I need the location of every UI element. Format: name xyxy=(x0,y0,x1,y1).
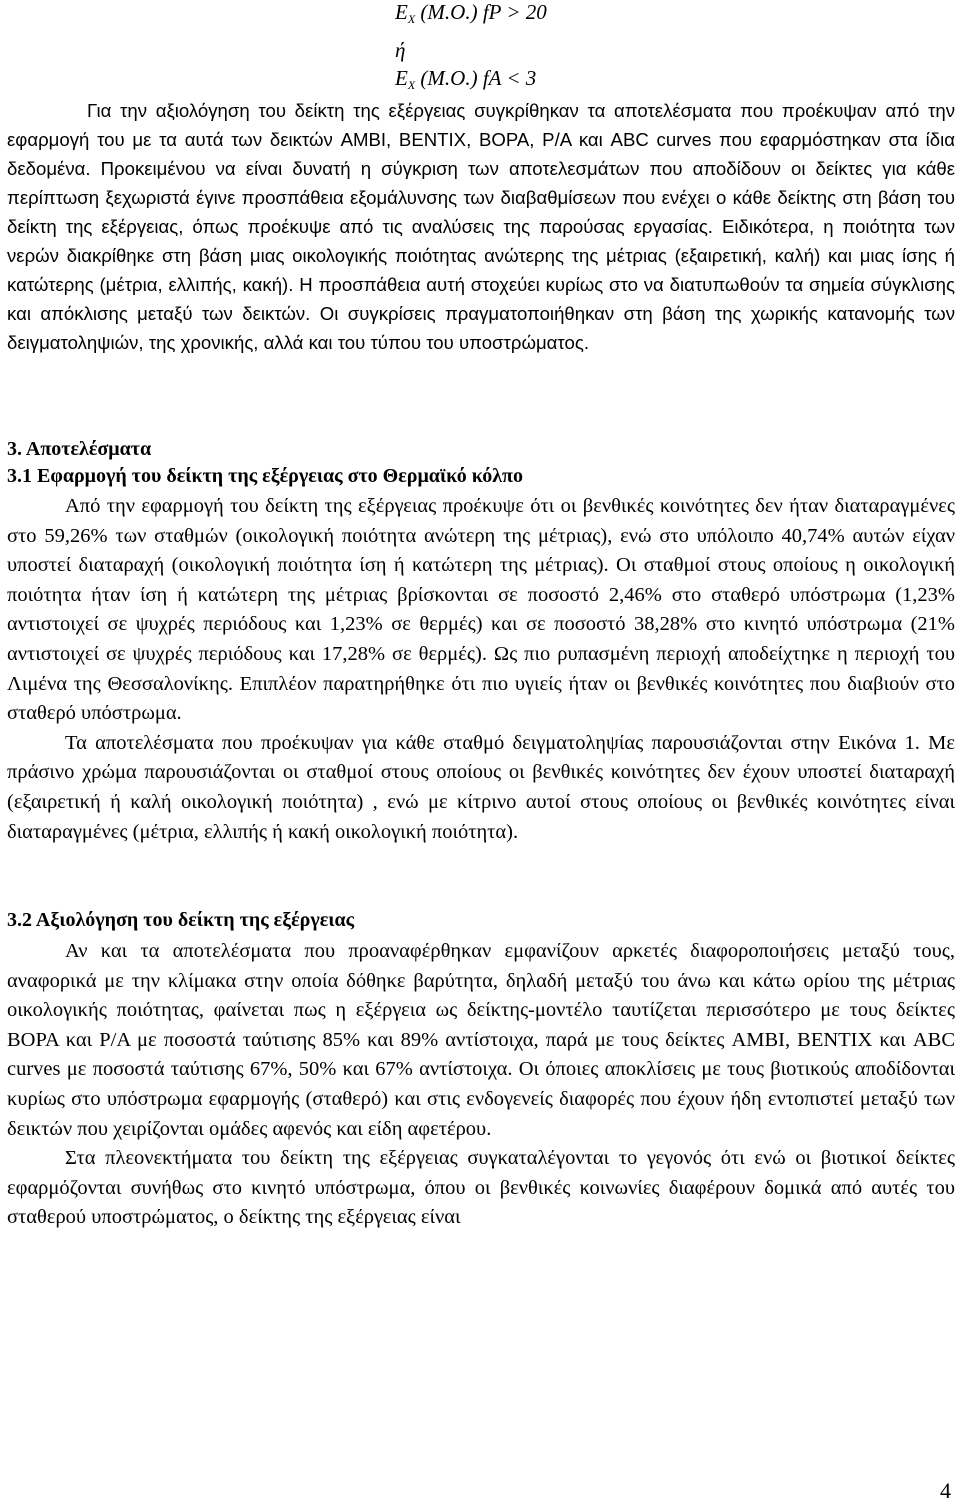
intro-paragraph xyxy=(7,96,955,357)
formula-line-fp xyxy=(395,0,547,31)
paragraph: Στα πλεονεκτήματα του δείκτη της εξέργειας συγκαταλέγονται το γεγονός ότι ενώ οι βιοτικοί δείκτες εφαρμόζονται συνήθως στο κινητό υπόστρωμα, όπου οι βενθικές κοινωνίες διαφέρουν δομικά από αυτές του σταθερού υποστρώματος, ο δείκτης της εξέργειας είναι xyxy=(7,1147,955,1229)
formula-symbol: E xyxy=(395,0,408,24)
formula-or: ή xyxy=(395,38,406,62)
formula-symbol: E xyxy=(395,66,408,90)
section-title-results: 3. Αποτελέσματα xyxy=(7,438,152,460)
subsection-title-3-1: 3.1 Εφαρμογή του δείκτη της εξέργειας στο Θερμαϊκό κόλπο xyxy=(7,465,524,487)
formula-subscript: X xyxy=(407,78,416,92)
paragraph: Αν και τα αποτελέσματα που προαναφέρθηκαν εμφανίζουν αρκετές διαφοροποιήσεις μεταξύ τους, αναφορικά με την κλίμακα στην οποία δόθηκε βαρύτητα, δηλαδή μεταξύ του άνω και κάτω ορίου της μέτριας οικολογικής ποιότητας, φαίνεται πως η εξέργεια ως δείκτης-μοντέλο ταυτίζεται περισσότερο με τους δείκτες ΒΟΡΑ και Ρ/Α με ποσοστά ταύτισης 85% και 89% αντίστοιχα, παρά με τους δείκτες AMBI, BENTIX και ABC curves με ποσοστά ταύτισης 67%, 50% και 67% αντίστοιχα. Οι όποιες αποκλίσεις με τους βιοτικούς αποδίδονται κυρίως στο υπόστρωμα εφαρμογής (σταθερό) και στις ενδογενείς διαφορές που έχουν ήδη εντοπιστεί μεταξύ των δεικτών που χειρίζονται ομάδες αφενός και είδη αφετέρου. xyxy=(7,940,955,1140)
paragraph: Τα αποτελέσματα που προέκυψαν για κάθε σταθμό δειγματοληψίας παρουσιάζονται στην Εικόνα 1. Με πράσινο χρώμα παρουσιάζονται οι σταθμοί στους οποίους οι βενθικές κοινότητες δεν έχουν υποστεί διαταραχή (εξαιρετική ή καλή οικολογική ποιότητα) , ενώ με κίτρινο αυτοί στους οποίους οι βενθικές κοινότητες είναι διαταραγμένες (μέτρια, ελλιπής ή κακή οικολογική ποιότητα). xyxy=(7,731,955,843)
intro-text: Για την αξιολόγηση του δείκτη της εξέργειας συγκρίθηκαν τα αποτελέσματα που προέκυψαν από την εφαρμογή του με τα αυτά των δεικτών AMBI, BENTIX, ΒΟΡΑ, Ρ/Α και ABC curves που εφαρμόστηκαν στα ίδια δεδομένα. Προκειμένου να είναι δυνατή η σύγκριση των αποτελεσμάτων που αποδίδουν οι δείκτες για κάθε περίπτωση ξεχωριστά έγινε προσπάθεια εξομάλυνσης των διαβαθμίσεων που ενέχει ο κάθε δείκτης στη βάση του δείκτη της εξέργειας, όπως προέκυψε από τις αναλύσεις της παρούσας εργασίας. Ειδικότερα, η ποιότητα των νερών διακρίθηκε στη βάση μιας οικολογικής ποιότητας ανώτερης της μέτριας (εξαιρετική, καλή) και μιας ίσης ή κατώτερης (μέτρια, ελλιπής, κακή). Η προσπάθεια αυτή στοχεύει κυρίως στο να διατυπωθούν τα σημεία σύγκλισης και απόκλισης μεταξύ των δεικτών. Οι συγκρίσεις πραγματοποιήθηκαν στη βάση της χωρικής κατανομής των δειγματοληψιών, της χρονικής, αλλά και του τύπου του υποστρώματος. xyxy=(7,100,955,353)
page-number: 4 xyxy=(940,1478,951,1503)
formula-expression: (M.O.) fA < 3 xyxy=(415,66,537,90)
subsection-3-1-body xyxy=(7,492,955,847)
formula-expression: (M.O.) fP > 20 xyxy=(415,0,547,24)
subsection-title-3-2: 3.2 Αξιολόγηση του δείκτη της εξέργειας xyxy=(7,909,355,931)
paragraph: Από την εφαρμογή του δείκτη της εξέργειας προέκυψε ότι οι βενθικές κοινότητες δεν ήταν διαταραγμένες στο 59,26% των σταθμών (οικολογική ποιότητα ανώτερη της μέτριας), ενώ στο υπόλοιπο 40,74% αυτών είχαν υποστεί διαταραχή (οικολογική ποιότητα ίση ή κατώτερη της μέτριας). Οι σταθμοί στους οποίους η οικολογική ποιότητα ήταν ίση ή κατώτερη της μέτριας βρίσκονται σε ποσοστό 2,46% στο σταθερό υπόστρωμα (1,23% αντιστοιχεί σε ψυχρές περιόδους και 1,23% σε θερμές) και σε ποσοστό 38,28% στο κινητό υπόστρωμα (21% αντιστοιχεί σε ψυχρές περιόδους και 17,28% σε θερμές). Ως πιο ρυπασμένη περιοχή αποδείχτηκε η περιοχή του Λιμένα της Θεσσαλονίκης. Επιπλέον παρατηρήθηκε ότι πιο υγιείς ήταν οι βενθικές κοινότητες που διαβιούν στο σταθερό υπόστρωμα. xyxy=(7,495,955,725)
subsection-3-2-body xyxy=(7,937,955,1233)
formula-subscript: X xyxy=(407,12,416,26)
formula-line-fa xyxy=(395,66,536,97)
